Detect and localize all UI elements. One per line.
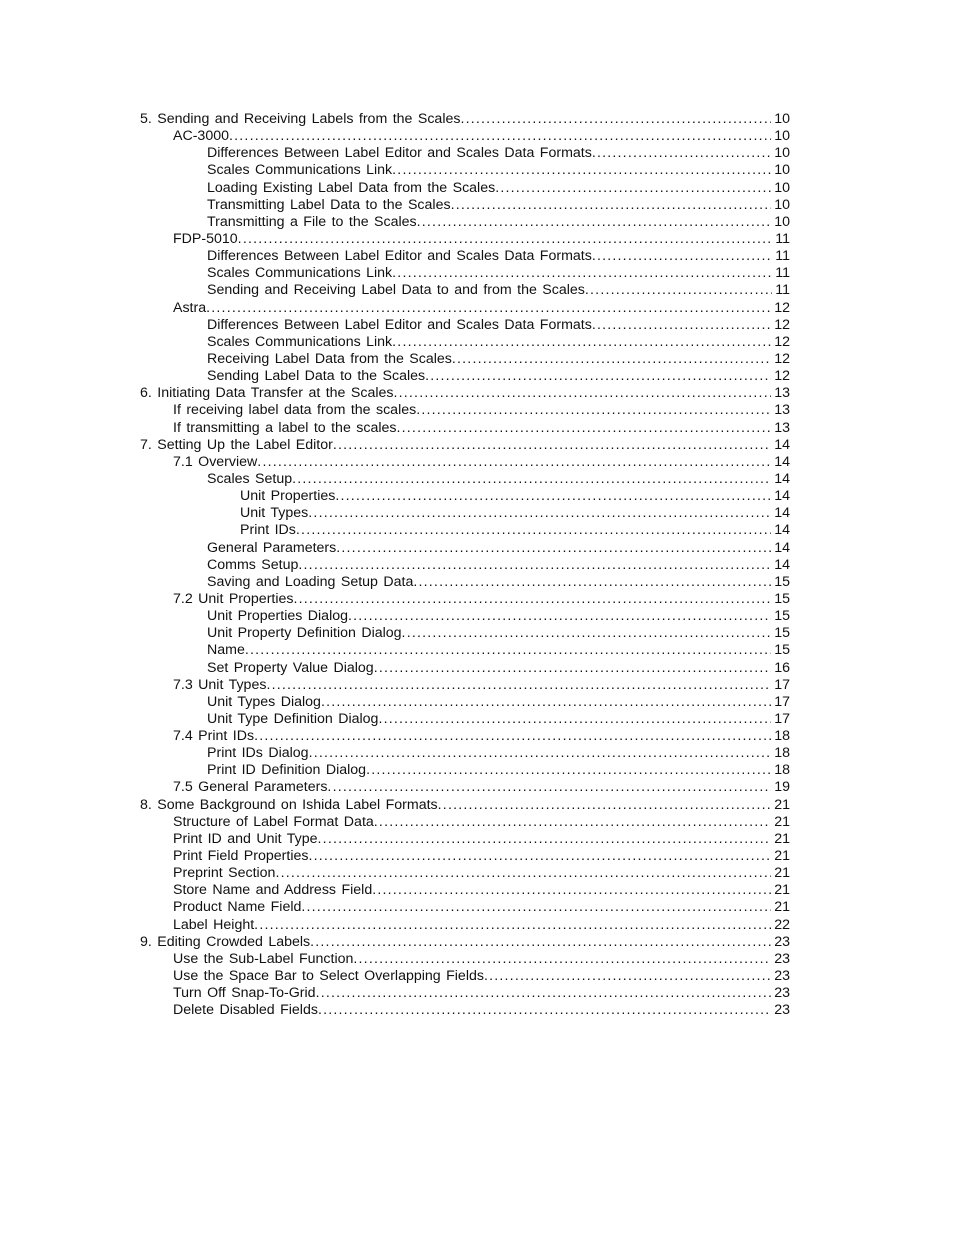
toc-entry-title: Astra: [173, 299, 207, 316]
toc-page-number: 21: [774, 813, 790, 830]
toc-entry-title: Print IDs: [240, 522, 296, 539]
toc-entry: [140, 865, 790, 882]
toc-page-number: 21: [774, 865, 790, 882]
toc-page-number: 10: [774, 111, 790, 127]
toc-page-number: 13: [774, 402, 790, 419]
toc-entry-title: Loading Existing Label Data from the Scales: [207, 179, 496, 196]
toc-entry: [140, 145, 790, 162]
toc-page-number: 14: [774, 556, 790, 573]
toc-dot-leader: [296, 522, 771, 539]
toc-entry: [140, 677, 790, 694]
toc-entry-title: Unit Types: [240, 505, 309, 522]
toc-entry-title: Name: [207, 642, 245, 659]
toc-page-number: 18: [774, 728, 790, 745]
toc-page-number: 15: [774, 642, 790, 659]
toc-entry-title: Print ID and Unit Type: [173, 830, 318, 847]
toc-entry-title: 6. Initiating Data Transfer at the Scales: [140, 385, 394, 402]
toc-dot-leader: [397, 420, 772, 437]
toc-entry: [140, 540, 790, 557]
toc-entry-title: 7.1 Overview: [173, 453, 258, 470]
toc-entry-title: Unit Property Definition Dialog: [207, 625, 402, 642]
toc-entry-title: Scales Communications Link: [207, 333, 393, 350]
toc-dot-leader: [416, 402, 771, 419]
toc-entry-title: Label Height: [173, 916, 255, 933]
toc-dot-leader: [374, 660, 772, 677]
toc-entry-title: 7.2 Unit Properties: [173, 590, 294, 607]
toc-page-number: 14: [774, 470, 790, 487]
toc-page-number: 10: [774, 179, 790, 196]
toc-page-number: 12: [774, 299, 790, 316]
toc-dot-leader: [318, 1002, 771, 1019]
toc-entry: [140, 265, 790, 282]
toc-page-number: 15: [774, 608, 790, 625]
toc-dot-leader: [321, 694, 771, 711]
toc-page-number: 12: [774, 316, 790, 333]
toc-entry-title: Unit Properties Dialog: [207, 608, 348, 625]
toc-dot-leader: [245, 642, 771, 659]
toc-page-number: 19: [774, 779, 790, 796]
toc-entry-title: Differences Between Label Editor and Scales Data Formats: [207, 316, 592, 333]
toc-entry: [140, 608, 790, 625]
toc-entry-title: Scales Setup: [207, 470, 293, 487]
toc-entry: [140, 694, 790, 711]
toc-entry: [140, 248, 790, 265]
toc-page-number: 10: [774, 128, 790, 145]
toc-entry: [140, 591, 790, 608]
toc-entry: [140, 899, 790, 916]
toc-page-number: 15: [774, 625, 790, 642]
toc-entry-title: Delete Disabled Fields: [173, 1002, 318, 1019]
toc-dot-leader: [310, 934, 771, 951]
toc-entry-title: Sending Label Data to the Scales: [207, 368, 426, 385]
toc-entry: [140, 882, 790, 899]
toc-entry: [140, 762, 790, 779]
toc-entry-title: If transmitting a label to the scales: [173, 419, 397, 436]
toc-page-number: 12: [774, 350, 790, 367]
toc-entry: [140, 317, 790, 334]
toc-entry-title: 8. Some Background on Ishida Label Formats: [140, 796, 438, 813]
toc-entry-title: Product Name Field: [173, 899, 302, 916]
toc-entry: [140, 951, 790, 968]
toc-entry-title: Scales Communications Link: [207, 162, 393, 179]
toc-entry-title: General Parameters: [207, 539, 337, 556]
toc-entry: [140, 711, 790, 728]
toc-entry-title: Unit Type Definition Dialog: [207, 710, 379, 727]
toc-page-number: 18: [774, 745, 790, 762]
toc-page-number: 11: [775, 230, 790, 247]
toc-page-number: 21: [774, 882, 790, 899]
toc-dot-leader: [309, 745, 772, 762]
toc-page-number: 12: [774, 368, 790, 385]
toc-dot-leader: [585, 282, 772, 299]
toc-entry-title: Print ID Definition Dialog: [207, 762, 367, 779]
toc-dot-leader: [206, 300, 771, 317]
toc-dot-leader: [275, 865, 771, 882]
toc-dot-leader: [592, 248, 772, 265]
toc-entry: [140, 111, 790, 128]
toc-page-number: 10: [774, 162, 790, 179]
toc-entry: [140, 180, 790, 197]
toc-page-number: 12: [774, 333, 790, 350]
toc-dot-leader: [301, 899, 771, 916]
toc-dot-leader: [592, 145, 771, 162]
toc-entry-title: Structure of Label Format Data: [173, 813, 374, 830]
toc-page-number: 10: [774, 145, 790, 162]
toc-dot-leader: [257, 454, 771, 471]
toc-dot-leader: [452, 351, 771, 368]
toc-page-number: 22: [774, 916, 790, 933]
toc-page-number: 13: [774, 385, 790, 402]
toc-page-number: 23: [774, 968, 790, 985]
toc-entry-title: Turn Off Snap-To-Grid: [173, 985, 316, 1002]
toc-entry-title: Comms Setup: [207, 556, 299, 573]
toc-dot-leader: [308, 505, 771, 522]
toc-page-number: 14: [774, 539, 790, 556]
toc-entry: [140, 522, 790, 539]
toc-entry-title: Transmitting Label Data to the Scales: [207, 196, 451, 213]
toc-entry: [140, 402, 790, 419]
toc-dot-leader: [254, 728, 771, 745]
toc-entry-title: FDP-5010: [173, 230, 238, 247]
toc-page-number: 14: [774, 505, 790, 522]
toc-entry-title: Receiving Label Data from the Scales: [207, 350, 452, 367]
toc-entry: [140, 214, 790, 231]
toc-entry: [140, 300, 790, 317]
toc-entry-title: Sending and Receiving Label Data to and from the Scales: [207, 282, 585, 299]
toc-dot-leader: [294, 591, 772, 608]
toc-dot-leader: [298, 557, 771, 574]
toc-entry: [140, 231, 790, 248]
toc-entry: [140, 437, 790, 454]
toc-dot-leader: [366, 762, 771, 779]
toc-page-number: 14: [774, 436, 790, 453]
toc-page-number: 11: [775, 282, 790, 299]
toc-entry-title: Scales Communications Link: [207, 265, 393, 282]
toc-page-number: 14: [774, 488, 790, 505]
toc-dot-leader: [592, 317, 771, 334]
toc-entry-title: Set Property Value Dialog: [207, 659, 374, 676]
toc-entry-title: 5. Sending and Receiving Labels from the Scales: [140, 111, 461, 127]
toc-entry: [140, 814, 790, 831]
toc-page-number: 17: [774, 676, 790, 693]
toc-entry: [140, 368, 790, 385]
toc-dot-leader: [333, 437, 771, 454]
toc-dot-leader: [292, 471, 771, 488]
toc-page-number: 21: [774, 848, 790, 865]
toc-entry: [140, 848, 790, 865]
toc-page-number: 16: [774, 659, 790, 676]
toc-entry: [140, 917, 790, 934]
toc-dot-leader: [392, 265, 772, 282]
toc-dot-leader: [402, 625, 772, 642]
toc-entry: [140, 334, 790, 351]
toc-dot-leader: [495, 180, 771, 197]
toc-entry-title: Unit Properties: [240, 488, 336, 505]
toc-page-number: 21: [774, 830, 790, 847]
toc-page-number: 17: [774, 710, 790, 727]
table-of-contents: [140, 111, 790, 1019]
toc-entry: [140, 985, 790, 1002]
toc-dot-leader: [348, 608, 771, 625]
toc-entry: [140, 454, 790, 471]
toc-page-number: 23: [774, 1002, 790, 1019]
toc-dot-leader: [327, 779, 771, 796]
toc-entry: [140, 625, 790, 642]
toc-entry: [140, 385, 790, 402]
toc-entry: [140, 162, 790, 179]
toc-entry-title: Use the Sub-Label Function: [173, 950, 354, 967]
toc-entry: [140, 351, 790, 368]
toc-entry: [140, 728, 790, 745]
toc-dot-leader: [374, 814, 771, 831]
toc-page-number: 10: [774, 213, 790, 230]
toc-entry-title: Differences Between Label Editor and Scales Data Formats: [207, 145, 592, 162]
toc-entry: [140, 831, 790, 848]
toc-entry: [140, 471, 790, 488]
toc-page-number: 13: [774, 419, 790, 436]
toc-entry-title: Preprint Section: [173, 865, 276, 882]
toc-entry-title: Print IDs Dialog: [207, 745, 309, 762]
toc-dot-leader: [413, 574, 771, 591]
toc-entry-title: 7. Setting Up the Label Editor: [140, 436, 333, 453]
toc-entry: [140, 934, 790, 951]
toc-dot-leader: [336, 540, 771, 557]
toc-page-number: 11: [775, 248, 790, 265]
toc-entry-title: If receiving label data from the scales: [173, 402, 417, 419]
toc-dot-leader: [451, 197, 772, 214]
toc-entry: [140, 797, 790, 814]
toc-entry-title: 7.3 Unit Types: [173, 676, 267, 693]
toc-dot-leader: [378, 711, 771, 728]
toc-entry-title: 7.4 Print IDs: [173, 728, 255, 745]
toc-entry: [140, 282, 790, 299]
toc-dot-leader: [229, 128, 771, 145]
toc-entry-title: Saving and Loading Setup Data: [207, 573, 414, 590]
toc-entry-title: Use the Space Bar to Select Overlapping Fields: [173, 968, 484, 985]
toc-dot-leader: [392, 334, 771, 351]
toc-entry-title: 7.5 General Parameters: [173, 779, 328, 796]
toc-entry-title: 9. Editing Crowded Labels: [140, 933, 311, 950]
toc-entry-title: Store Name and Address Field: [173, 882, 373, 899]
toc-page-number: 15: [774, 590, 790, 607]
toc-page-number: 14: [774, 453, 790, 470]
toc-dot-leader: [460, 111, 771, 128]
toc-entry: [140, 968, 790, 985]
toc-page-number: 21: [774, 899, 790, 916]
toc-dot-leader: [353, 951, 771, 968]
toc-entry: [140, 197, 790, 214]
toc-entry: [140, 505, 790, 522]
toc-entry: [140, 420, 790, 437]
toc-entry: [140, 488, 790, 505]
toc-dot-leader: [392, 162, 771, 179]
toc-dot-leader: [417, 214, 772, 231]
toc-entry: [140, 574, 790, 591]
toc-entry-title: Unit Types Dialog: [207, 693, 321, 710]
toc-entry: [140, 1002, 790, 1019]
toc-entry-title: AC-3000: [173, 128, 229, 145]
toc-dot-leader: [372, 882, 771, 899]
toc-dot-leader: [425, 368, 771, 385]
toc-dot-leader: [438, 797, 772, 814]
toc-entry: [140, 642, 790, 659]
toc-page-number: 15: [774, 573, 790, 590]
toc-page-number: 23: [774, 985, 790, 1002]
toc-entry: [140, 660, 790, 677]
toc-page-number: 23: [774, 933, 790, 950]
toc-page-number: 11: [775, 265, 790, 282]
toc-page-number: 21: [774, 796, 790, 813]
toc-dot-leader: [316, 985, 772, 1002]
toc-entry-title: Differences Between Label Editor and Scales Data Formats: [207, 248, 592, 265]
toc-entry: [140, 779, 790, 796]
toc-entry: [140, 128, 790, 145]
toc-dot-leader: [238, 231, 773, 248]
toc-entry-title: Transmitting a File to the Scales: [207, 213, 417, 230]
toc-dot-leader: [393, 385, 771, 402]
toc-dot-leader: [318, 831, 772, 848]
toc-dot-leader: [308, 848, 771, 865]
toc-page-number: 14: [774, 522, 790, 539]
toc-dot-leader: [266, 677, 771, 694]
toc-page-number: 17: [774, 693, 790, 710]
toc-dot-leader: [484, 968, 771, 985]
toc-page-number: 10: [774, 196, 790, 213]
toc-dot-leader: [335, 488, 771, 505]
toc-dot-leader: [254, 917, 771, 934]
toc-page-number: 23: [774, 950, 790, 967]
toc-page-number: 18: [774, 762, 790, 779]
toc-entry: [140, 745, 790, 762]
toc-entry: [140, 557, 790, 574]
toc-entry-title: Print Field Properties: [173, 848, 309, 865]
